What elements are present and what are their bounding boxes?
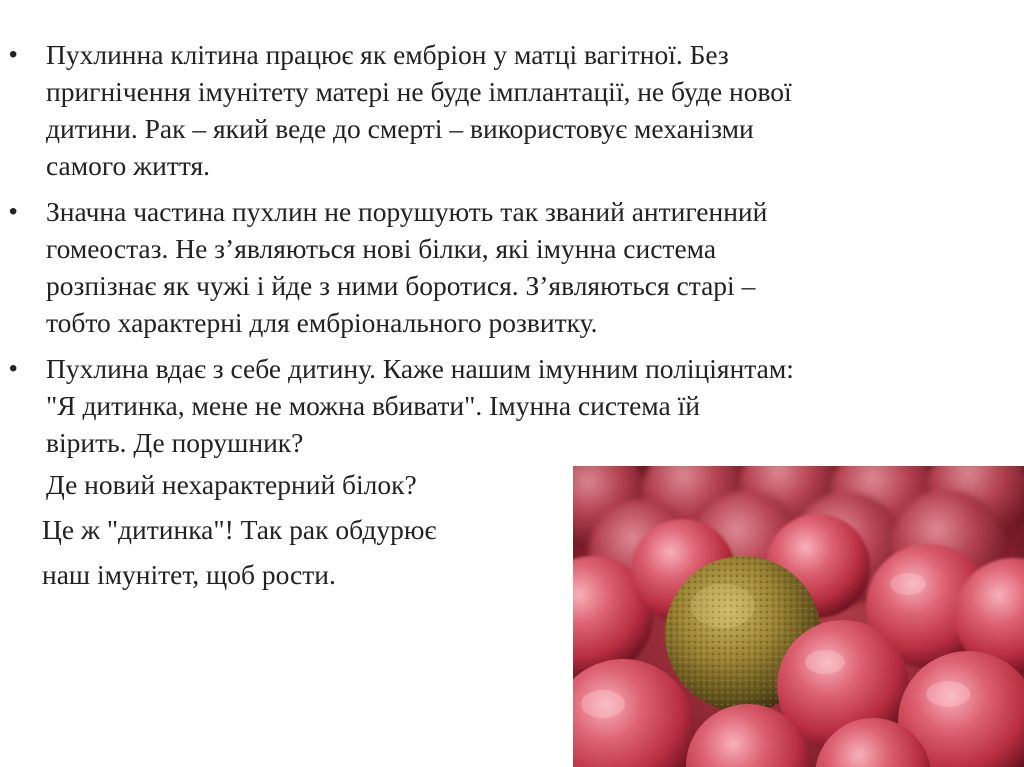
bullet-list xyxy=(0,36,1000,470)
bullet-item xyxy=(0,193,1000,341)
tumor-cell-illustration-icon xyxy=(573,466,1024,767)
bullet-marker: • xyxy=(9,41,18,68)
text-line-protein: Де новий нехарактерний білок? xyxy=(46,469,417,500)
text-line-immunity: наш імунітет, щоб рости. xyxy=(42,559,336,590)
bullet-item xyxy=(0,36,1000,184)
bullet-marker: • xyxy=(9,355,18,382)
bullet-marker: • xyxy=(9,198,18,225)
bullet-item xyxy=(0,350,1000,461)
bullet-text: Пухлина вдає з себе дитину. Каже нашим імунним поліціянтам: "Я дитинка, мене не можна вбивати". Імунна система їй вірить. Де порушник? xyxy=(46,353,794,458)
bullet-text: Значна частина пухлин не порушують так званий антигенний гомеостаз. Не з’являються нові білки, які імунна система розпізнає як чужі і йде з ними боротися. З’являються старі – тобто характерні для ембріонального розвитку. xyxy=(46,196,768,338)
text-line-deception: Це ж "дитинка"! Так рак обдурює xyxy=(42,514,437,545)
bullet-text: Пухлинна клітина працює як ембріон у матці вагітної. Без пригнічення імунітету матері не буде імплантації, не буде нової дитини. Рак – який веде до смерті – використовує механізми самого життя. xyxy=(46,39,792,181)
tumor-cell-image xyxy=(573,466,1024,767)
